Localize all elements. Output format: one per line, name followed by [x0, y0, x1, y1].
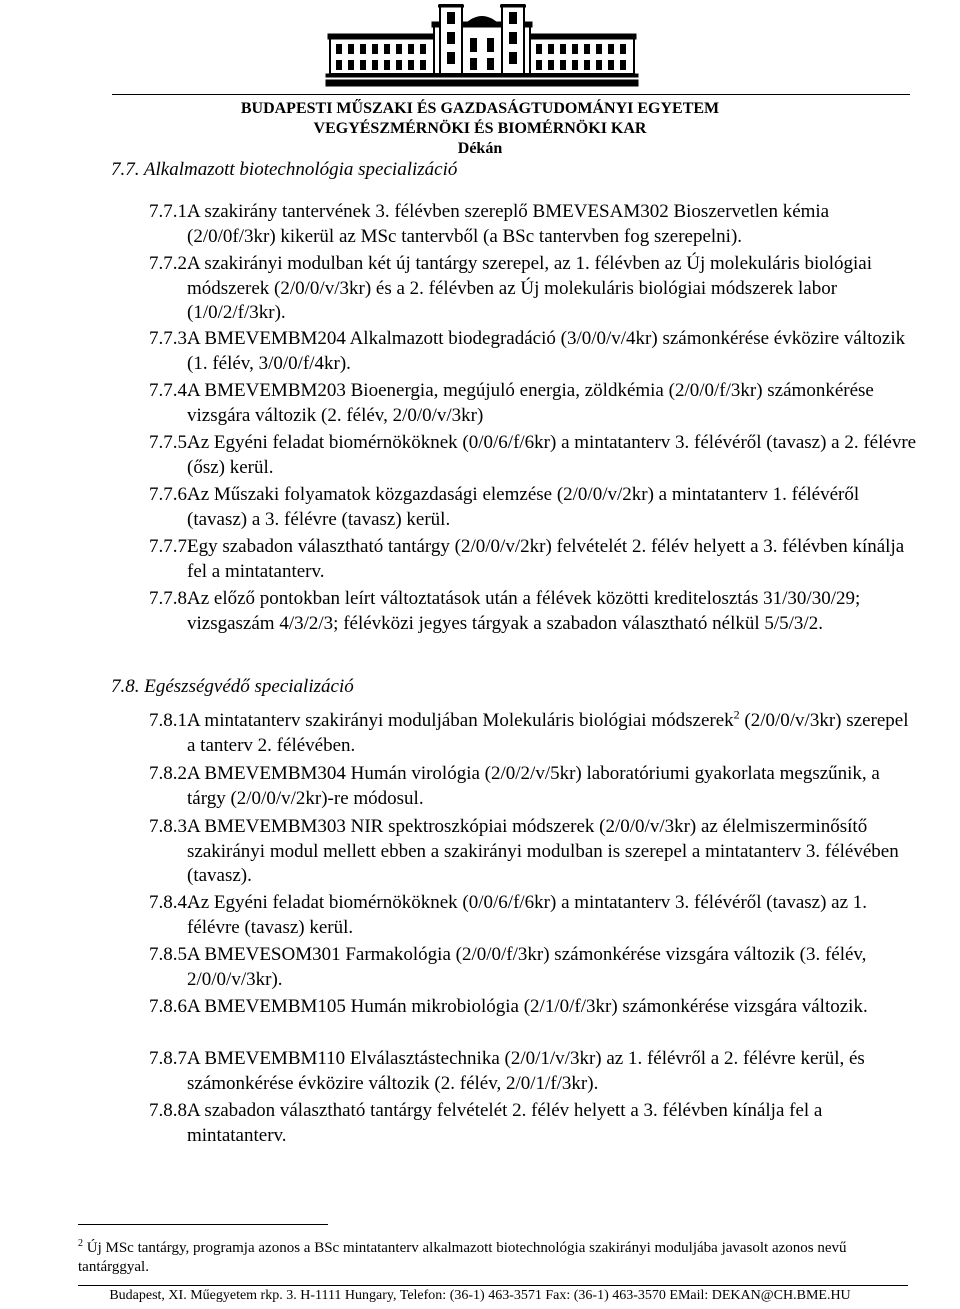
item-number: 7.8.5. [149, 944, 192, 965]
university-name: BUDAPESTI MŰSZAKI ÉS GAZDASÁGTUDOMÁNYI EGYETEM [240, 100, 720, 117]
item-number: 7.8.7. [149, 1048, 192, 1069]
item-number: 7.7.4. [149, 380, 192, 401]
item-text: A szakirány tantervének 3. félévben szereplő BMEVESAM302 Bioszervetlen kémia (2/0/0f/3kr) kikerül az MSc tantervből (a BSc tantervben fog szerepelni). [187, 201, 830, 247]
item-text: A BMEVEMBM110 Elválasztástechnika (2/0/1/v/3kr) az 1. félévről a 2. félévre kerül, és számonkérése évközire változik (2. félév, 2/0/1/f/3kr). [187, 1048, 865, 1094]
footnote [78, 1239, 908, 1277]
item-text: Egy szabadon választható tantárgy (2/0/0/v/2kr) felvételét 2. félév helyett a 3. félévben kínálja fel a mintatanterv. [187, 536, 905, 582]
item-text: Az Egyéni feladat biomérnököknek (0/0/6/f/6kr) a mintatanterv 3. félévéről (tavasz) az 1. félévre (tavasz) kerül. [187, 892, 868, 938]
item-number: 7.8.3. [149, 816, 192, 837]
item-number: 7.7.7. [149, 536, 192, 557]
item-text: Az Műszaki folyamatok közgazdasági elemzése (2/0/0/v/2kr) a mintatanterv 1. félévéről (tavasz) a 3. félévre (tavasz) kerül. [187, 484, 860, 530]
item-text-part: (2/0/0/v/3kr) szerepel a tanterv 2. félévében. [187, 710, 909, 756]
item-text: A szabadon választható tantárgy felvételét 2. félév helyett a 3. félévben kínálja fel a mintatanterv. [187, 1100, 823, 1146]
footer-rule [78, 1285, 908, 1286]
footnote-text: Új MSc tantárgy, programja azonos a BSc mintatanterv alkalmazott biotechnológia szakirányi moduljába javasolt azonos nevű tantárggyal. [78, 1240, 847, 1275]
faculty-name: VEGYÉSZMÉRNÖKI ÉS BIOMÉRNÖKI KAR [313, 120, 647, 137]
item-number: 7.8.6. [149, 996, 192, 1017]
item-number: 7.7.2. [149, 253, 192, 274]
item-text: Az Egyéni feladat biomérnököknek (0/0/6/f/6kr) a mintatanterv 3. félévéről (tavasz) a 2. félévre (ősz) kerül. [187, 432, 917, 478]
item-number: 7.8.4. [149, 892, 192, 913]
item-text: A BMEVEMBM203 Bioenergia, megújuló energia, zöldkémia (2/0/0/f/3kr) számonkérése vizsgára változik (2. félév, 2/0/0/v/3kr) [187, 380, 874, 426]
item-text: A BMEVEMBM204 Alkalmazott biodegradáció (3/0/0/v/4kr) számonkérése évközire változik (1. félév, 3/0/0/f/4kr). [187, 328, 906, 374]
section-title-7-7: 7.7. Alkalmazott biotechnológia specializáció [111, 159, 458, 180]
university-logo [324, 4, 640, 90]
item-text: A BMEVEMBM304 Humán virológia (2/0/2/v/5kr) laboratóriumi gyakorlata megszűnik, a tárgy (2/0/0/v/2kr)-re módosul. [187, 763, 880, 809]
footnote-rule [78, 1224, 328, 1225]
item-number: 7.8.2. [149, 763, 192, 784]
item-number: 7.7.1. [149, 201, 192, 222]
item-text: A BMEVEMBM105 Humán mikrobiológia (2/1/0/f/3kr) számonkérése vizsgára változik. [187, 996, 868, 1017]
item-text: A szakirányi modulban két új tantárgy szerepel, az 1. félévben az Új molekuláris biológiai módszerek (2/0/0/v/3kr) és a 2. félévben az Új molekuláris biológiai módszerek labor (1/0/2/f/3kr). [187, 253, 873, 323]
item-text: A BMEVESOM301 Farmakológia (2/0/0/f/3kr) számonkérése vizsgára változik (3. félév, 2/0/0/v/3kr). [187, 944, 867, 990]
section-title-7-8: 7.8. Egészségvédő specializáció [111, 676, 354, 697]
page-footer: Budapest, XI. Műegyetem rkp. 3. H-1111 Hungary, Telefon: (36-1) 463-3571 Fax: (36-1) 463-3570 EMail: DEKAN@CH.BME.HU [109, 1288, 851, 1303]
item-text-part: A mintatanterv szakirányi moduljában Molekuláris biológiai módszerek [187, 710, 734, 731]
item-number: 7.8.8. [149, 1100, 192, 1121]
item-number: 7.7.3. [149, 328, 192, 349]
item-number: 7.8.1. [149, 710, 192, 731]
item-text: Az előző pontokban leírt változtatások után a félévek közötti kreditelosztás 31/30/30/29; vizsgaszám 4/3/2/3; félévközi jegyes tárgyak a szabadon választható nélkül 5/5/3/2. [187, 588, 861, 634]
footnote-mark: 2 [78, 1238, 83, 1249]
item-text: A BMEVEMBM303 NIR spektroszkópiai módszerek (2/0/0/v/3kr) az élelmiszerminősítő szakirányi modul mellett ebben a szakirányi modulban is szerepel a mintatanterv 3. félévében (tavasz). [187, 816, 899, 886]
footnote-reference[interactable]: 2 [733, 707, 740, 722]
header-rule [112, 94, 910, 95]
item-text [187, 709, 917, 758]
item-number: 7.7.5. [149, 432, 192, 453]
item-number: 7.7.8. [149, 588, 192, 609]
office-name: Dékán [457, 140, 503, 157]
item-number: 7.7.6. [149, 484, 192, 505]
